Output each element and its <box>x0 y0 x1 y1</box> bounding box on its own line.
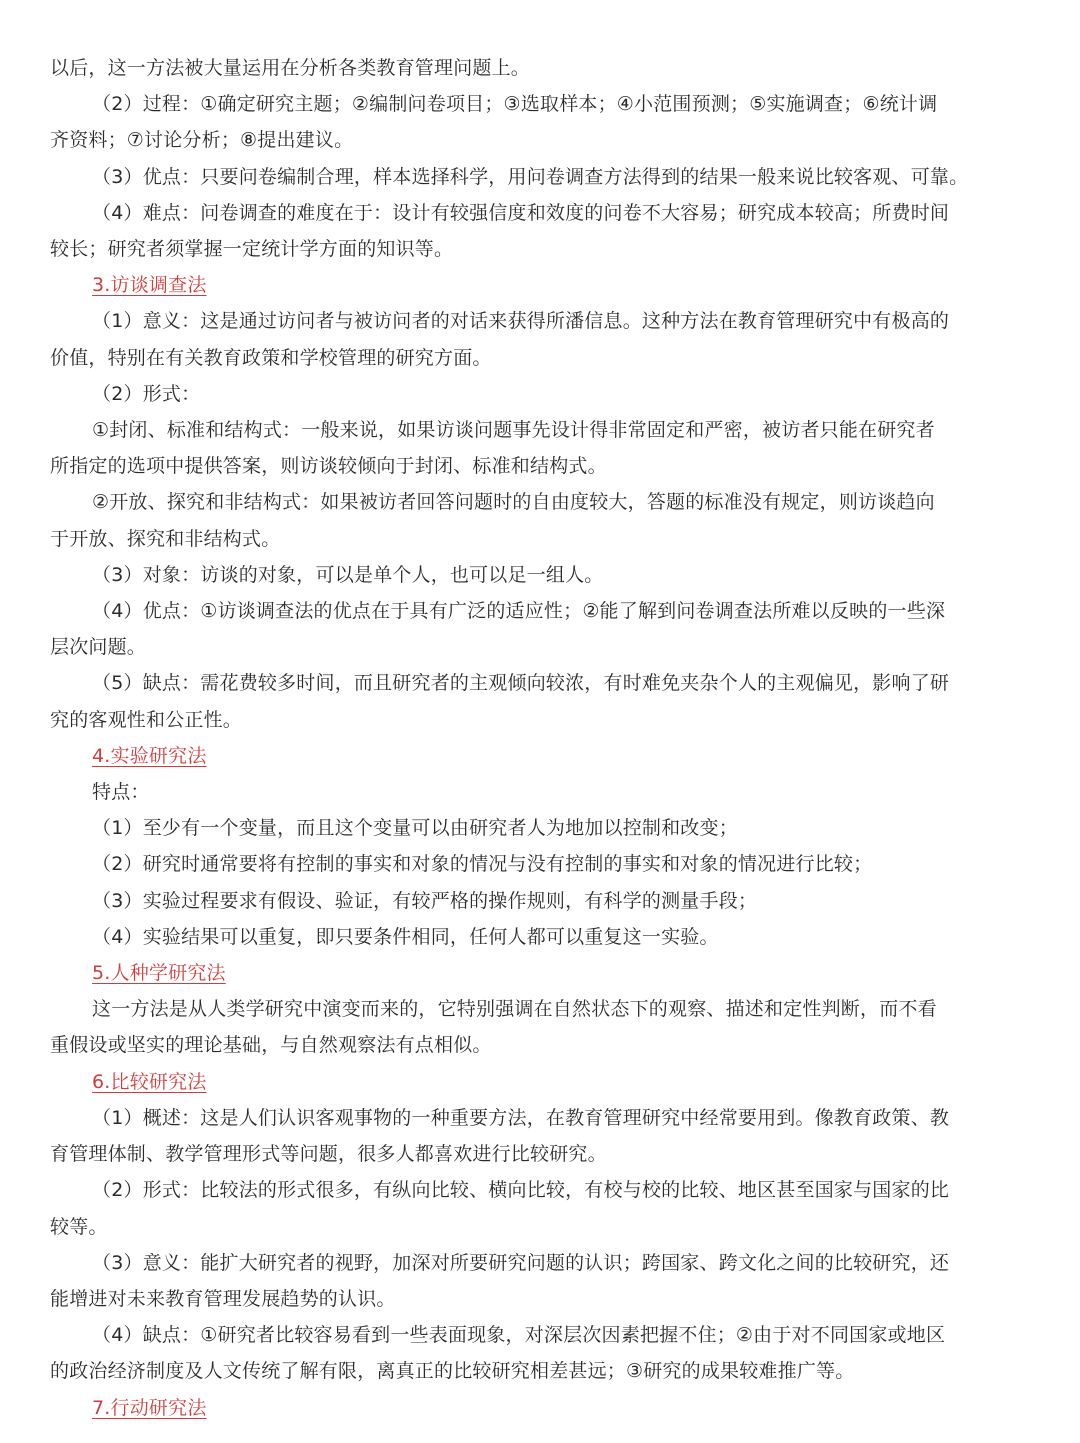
text-line-content: （1）至少有一个变量，而且这个变量可以由研究者人为地加以控制和改变； <box>92 817 738 840</box>
text-line <box>50 1136 1030 1172</box>
section-heading <box>50 267 1030 303</box>
text-line-content: （2）过程：①确定研究主题；②编制问卷项目；③选取样本；④小范围预测；⑤实施调查；⑥统计调 <box>92 93 938 116</box>
text-line <box>50 195 1030 231</box>
section-heading-text: 6.比较研究法 <box>92 1070 207 1093</box>
text-line-content: （3）意义：能扩大研究者的视野，加深对所要研究问题的认识；跨国家、跨文化之间的比较研究，还 <box>92 1251 950 1274</box>
text-line <box>50 521 1030 557</box>
text-line <box>50 1245 1030 1281</box>
text-line <box>50 412 1030 448</box>
text-line <box>50 702 1030 738</box>
text-line-content: 所指定的选项中提供答案，则访谈较倾向于封闭、标准和结构式。 <box>50 455 607 478</box>
text-line <box>50 1209 1030 1245</box>
text-line <box>50 1317 1030 1353</box>
text-line-content: 以后，这一方法被大量运用在分析各类教育管理问题上。 <box>50 57 531 79</box>
text-line <box>50 774 1030 810</box>
text-line <box>50 50 1030 86</box>
text-line-content: 这一方法是从人类学研究中演变而来的，它特别强调在自然状态下的观察、描述和定性判断，而不看 <box>92 998 937 1021</box>
text-line <box>50 1172 1030 1208</box>
text-line <box>50 1353 1030 1389</box>
text-line <box>50 1281 1030 1317</box>
text-line <box>50 376 1030 412</box>
section-heading-text: 5.人种学研究法 <box>92 962 226 985</box>
text-line-content: （2）形式： <box>92 382 201 405</box>
text-line <box>50 883 1030 919</box>
text-line-content: （5）缺点：需花费较多时间，而且研究者的主观倾向较浓，有时难免夹杂个人的主观偏见，影响了研 <box>92 672 950 695</box>
text-line <box>50 665 1030 701</box>
text-line-content: 的政治经济制度及人文传统了解有限，离真正的比较研究相差甚远；③研究的成果较难推广等。 <box>50 1360 855 1383</box>
text-line <box>50 1100 1030 1136</box>
text-line-content: 价值，特别在有关教育政策和学校管理的研究方面。 <box>50 346 492 369</box>
text-line-content: 层次问题。 <box>50 636 147 659</box>
text-line-content: （2）研究时通常要将有控制的事实和对象的情况与没有控制的事实和对象的情况进行比较； <box>92 853 873 876</box>
text-line <box>50 303 1030 339</box>
text-line-content: 较等。 <box>50 1215 108 1238</box>
text-line <box>50 484 1030 520</box>
text-line-content: 于开放、探究和非结构式。 <box>50 527 281 550</box>
text-line-content: 特点： <box>92 781 150 804</box>
section-heading <box>50 1064 1030 1100</box>
text-line-content: （1）概述：这是人们认识客观事物的一种重要方法，在教育管理研究中经常要用到。像教育政策、教 <box>92 1106 950 1129</box>
text-line-content: （4）难点：问卷调查的难度在于：设计有较强信度和效度的问卷不大容易；研究成本较高；所费时间 <box>92 201 950 224</box>
text-line-content: 齐资料；⑦讨论分析；⑧提出建议。 <box>50 129 354 152</box>
text-line-content: （3）对象：访谈的对象，可以是单个人，也可以足一组人。 <box>92 563 604 586</box>
text-line-content: （3）优点：只要问卷编制合理，样本选择科学，用问卷调查方法得到的结果一般来说比较客观、可靠。 <box>92 165 969 188</box>
section-heading <box>50 955 1030 991</box>
section-heading-text: 3.访谈调查法 <box>92 274 207 297</box>
text-line <box>50 629 1030 665</box>
text-line-content: ②开放、探究和非结构式：如果被访者回答问题时的自由度较大，答题的标准没有规定，则访谈趋向 <box>92 491 935 514</box>
text-line-content: 较长；研究者须掌握一定统计学方面的知识等。 <box>50 238 454 261</box>
text-line-content: （4）缺点：①研究者比较容易看到一些表面现象，对深层次因素把握不住；②由于对不同国家或地区 <box>92 1324 946 1347</box>
text-line <box>50 448 1030 484</box>
section-heading-text: 4.实验研究法 <box>92 744 207 767</box>
text-line-content: （2）形式：比较法的形式很多，有纵向比较、横向比较，有校与校的比较、地区甚至国家与国家的比 <box>92 1179 950 1202</box>
text-line-content: （4）优点：①访谈调查法的优点在于具有广泛的适应性；②能了解到问卷调查法所难以反映的一些深 <box>92 600 946 623</box>
text-line-content: （1）意义：这是通过访问者与被访问者的对话来获得所潘信息。这种方法在教育管理研究中有极高的 <box>92 310 950 333</box>
section-heading <box>50 1390 1030 1426</box>
text-line-content: （3）实验过程要求有假设、验证，有较严格的操作规则，有科学的测量手段； <box>92 889 758 912</box>
text-line-content: 究的客观性和公正性。 <box>50 708 243 731</box>
text-line <box>50 557 1030 593</box>
text-line-content: 重假设或坚实的理论基础，与自然观察法有点相似。 <box>50 1034 492 1057</box>
text-line-content: ①封闭、标准和结构式：一般来说，如果访谈问题事先设计得非常固定和严密，被访者只能在研究者 <box>92 419 935 442</box>
text-line <box>50 86 1030 122</box>
text-line <box>50 159 1030 195</box>
text-line <box>50 593 1030 629</box>
text-line <box>50 919 1030 955</box>
text-line <box>50 231 1030 267</box>
text-line <box>50 1027 1030 1063</box>
text-line-content: 能增进对未来教育管理发展趋势的认识。 <box>50 1287 396 1310</box>
text-line <box>50 122 1030 158</box>
section-heading-text: 7.行动研究法 <box>92 1396 207 1419</box>
text-line <box>50 846 1030 882</box>
text-line <box>50 340 1030 376</box>
text-line <box>50 810 1030 846</box>
section-heading <box>50 738 1030 774</box>
text-line-content: （4）实验结果可以重复，即只要条件相同，任何人都可以重复这一实验。 <box>92 925 719 948</box>
text-line-content: 育管理体制、教学管理形式等问题，很多人都喜欢进行比较研究。 <box>50 1143 607 1166</box>
text-line <box>50 991 1030 1027</box>
